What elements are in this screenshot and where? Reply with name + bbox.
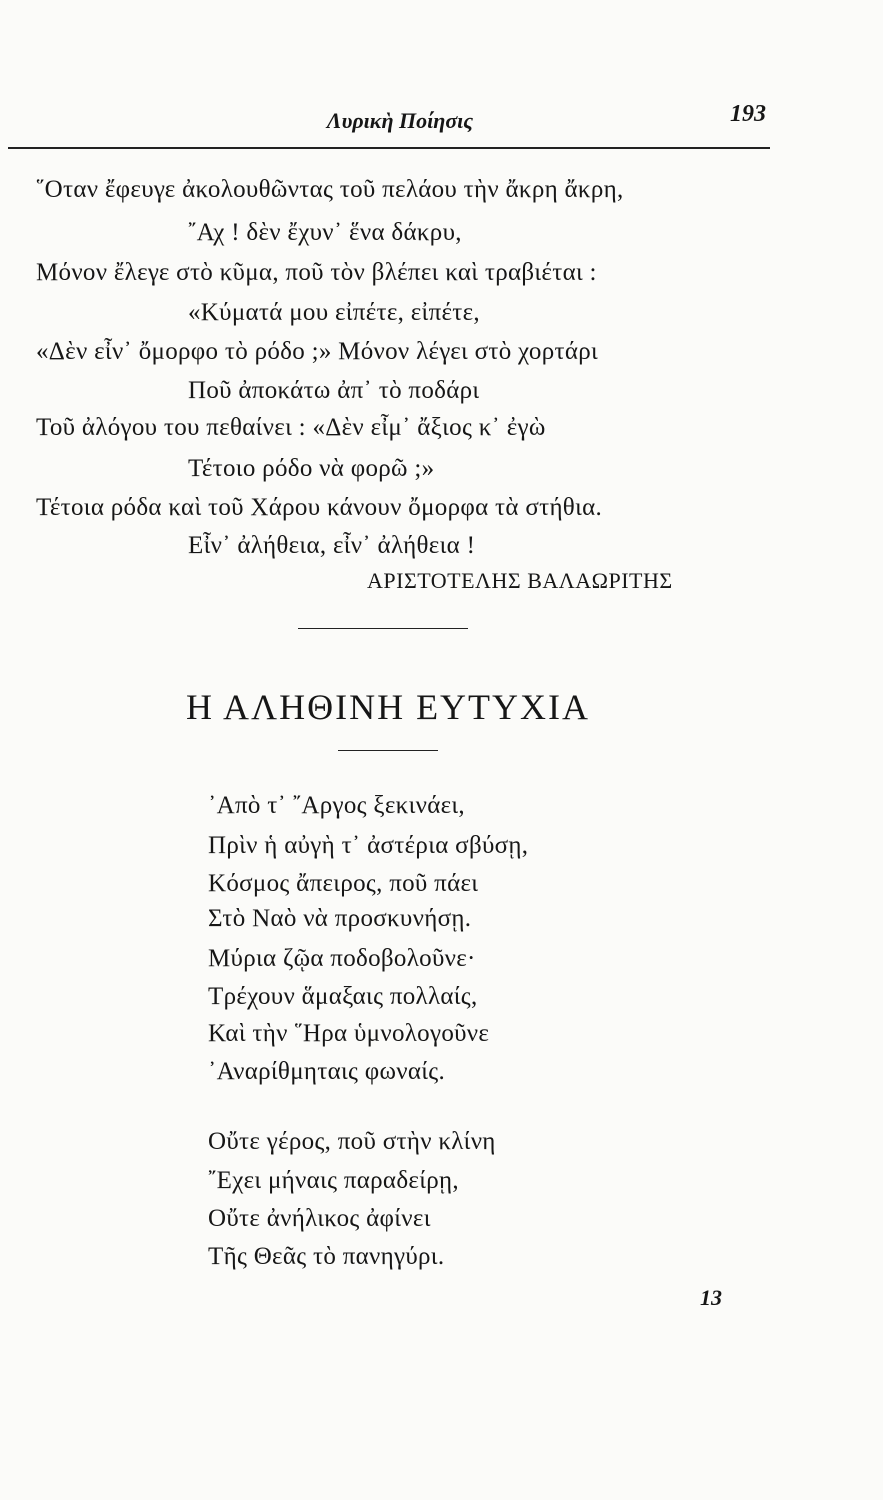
verse-line: «Δὲν εἶν᾽ ὄμορφο τὸ ρόδο ;» Μόνον λέγει στὸ χορτάρι	[36, 338, 599, 365]
verse-line: «Κύματά μου εἰπέτε, εἰπέτε,	[188, 299, 480, 326]
verse-line: Εἶν᾽ ἀλήθεια, εἶν᾽ ἀλήθεια !	[188, 532, 476, 559]
verse-line: Μύρια ζῷα ποδοβολοῦνε·	[208, 945, 476, 972]
verse-line: Ποῦ ἀποκάτω ἀπ᾽ τὸ ποδάρι	[188, 377, 480, 404]
verse-line: Τῆς Θεᾶς τὸ πανηγύρι.	[208, 1243, 445, 1270]
title-underline	[338, 750, 438, 751]
section-divider	[298, 628, 468, 629]
header-rule	[70, 147, 770, 149]
header-rule-left	[8, 147, 70, 149]
gathering-signature-mark: 13	[700, 1285, 722, 1310]
verse-line: Τοῦ ἀλόγου του πεθαίνει : «Δὲν εἶμ᾽ ἄξιος κ᾽ ἐγὼ	[36, 414, 546, 441]
verse-line: Τέτοια ρόδα καὶ τοῦ Χάρου κάνουν ὄμορφα τὰ στήθια.	[36, 494, 603, 521]
verse-line: Στὸ Ναὸ νὰ προσκυνήσῃ.	[208, 905, 472, 932]
page-number: 193	[730, 101, 766, 127]
poem-title: Η ΑΛΗΘΙΝΗ ΕΥΤΥΧΙΑ	[185, 687, 591, 727]
verse-line: Κόσμος ἄπειρος, ποῦ πάει	[208, 870, 479, 897]
verse-line: Οὔτε ἀνήλικος ἀφίνει	[208, 1205, 431, 1232]
verse-line: ῞Οταν ἔφευγε ἀκολουθῶντας τοῦ πελάου τὴν ἄκρη ἄκρη,	[36, 176, 624, 203]
verse-line: ῎Εχει μήναις παραδείρῃ,	[208, 1167, 459, 1194]
verse-line: Οὔτε γέρος, ποῦ στὴν κλίνη	[208, 1128, 496, 1155]
running-title: Λυρικὴ Ποίησις	[326, 108, 474, 133]
verse-line: Πρὶν ἡ αὐγὴ τ᾽ ἀστέρια σβύσῃ,	[208, 832, 529, 859]
verse-line: Καὶ τὴν ῞Ηρα ὑμνολογοῦνε	[208, 1020, 490, 1047]
verse-line: ῎Αχ ! δὲν ἔχυν᾽ ἕνα δάκρυ,	[188, 219, 462, 246]
verse-line: ᾽Απὸ τ᾽ ῎Αργος ξεκινάει,	[208, 792, 465, 819]
verse-line: Τέτοιο ρόδο νὰ φορῶ ;»	[188, 455, 435, 482]
verse-line: Μόνον ἔλεγε στὸ κῦμα, ποῦ τὸν βλέπει καὶ τραβιέται :	[36, 259, 597, 286]
verse-line: ᾽Αναρίθμηταις φωναίς.	[208, 1058, 446, 1085]
author-signature: ΑΡΙΣΤΟΤΕΛΗΣ ΒΑΛΑΩΡΙΤΗΣ	[367, 568, 673, 593]
verse-line: Τρέχουν ἅμαξαις πολλαίς,	[208, 983, 478, 1010]
